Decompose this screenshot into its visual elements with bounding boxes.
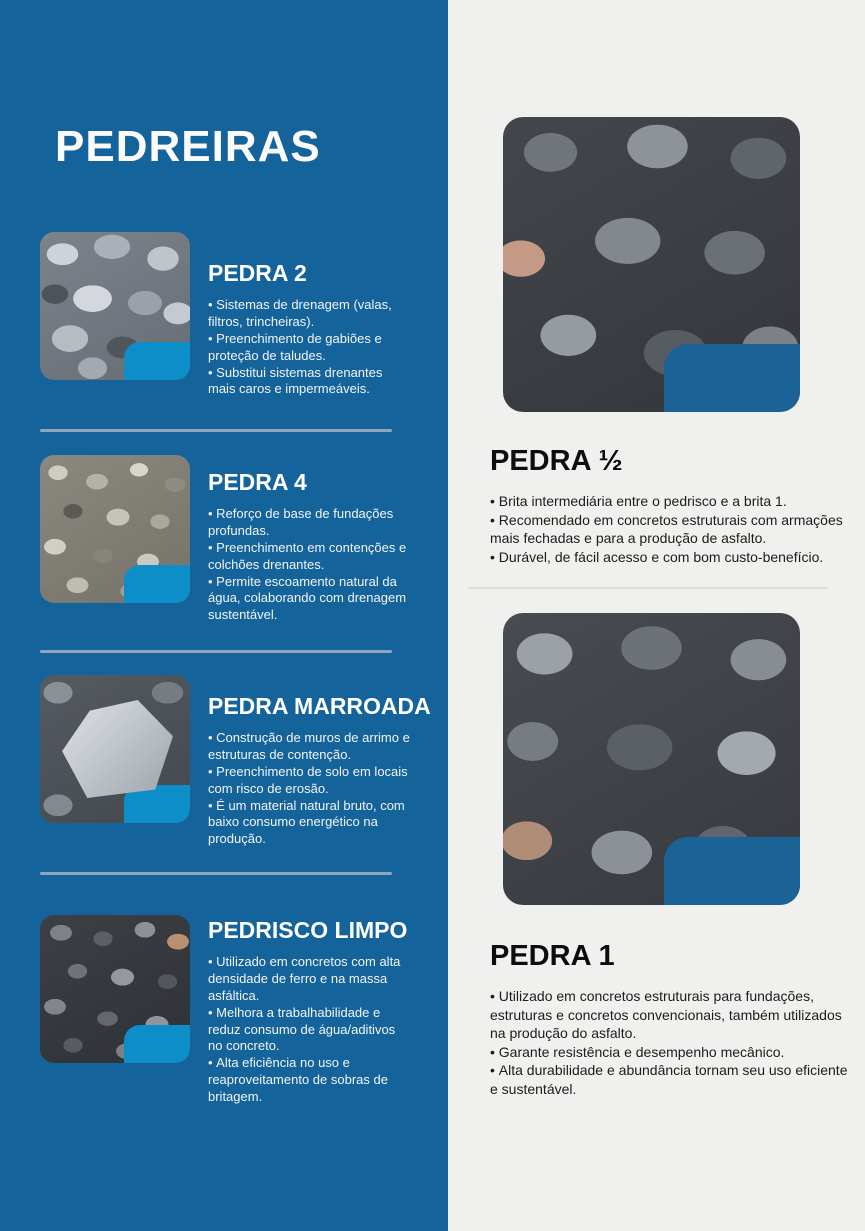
crushed-stone-photo xyxy=(40,455,190,603)
product-title: PEDRA ½ xyxy=(490,445,623,477)
bullet-item: • Preenchimento em contenções e colchões drenantes. xyxy=(208,540,412,574)
corner-accent-shape xyxy=(124,1025,190,1063)
bullet-list xyxy=(208,506,412,624)
boulder-stone-photo xyxy=(40,675,190,823)
product-title: PEDRISCO LIMPO xyxy=(208,917,408,943)
bullet-list xyxy=(208,954,412,1106)
bullet-item: • Alta eficiência no uso e reaproveitamento de sobras de britagem. xyxy=(208,1055,412,1106)
bullet-list xyxy=(208,730,412,848)
bullet-list xyxy=(490,987,850,1099)
crushed-stone-photo xyxy=(40,232,190,380)
product-text xyxy=(208,232,412,398)
corner-accent-shape xyxy=(664,344,800,412)
bullet-item: • Brita intermediária entre o pedrisco e a brita 1. xyxy=(490,492,850,511)
bullet-item: • Reforço de base de fundações profundas. xyxy=(208,506,412,540)
product-title: PEDRA 4 xyxy=(208,469,307,495)
product-text xyxy=(490,445,850,566)
bullet-item: • Utilizado em concretos estruturais para fundações, estruturas e concretos convencionais, também utilizados na produção do asfalto. xyxy=(490,987,850,1043)
product-text xyxy=(208,675,431,848)
product-title: PEDRA 1 xyxy=(490,940,615,972)
bullet-item: • Utilizado em concretos com alta densidade de ferro e na massa asfáltica. xyxy=(208,954,412,1005)
page-title: PEDREIRAS xyxy=(55,122,321,171)
bullet-item: • Sistemas de drenagem (valas, filtros, trincheiras). xyxy=(208,297,412,331)
product-text xyxy=(208,455,412,624)
section-divider xyxy=(40,429,392,432)
bullet-item: • É um material natural bruto, com baixo consumo energético na produção. xyxy=(208,798,412,849)
bullet-item: • Preenchimento de solo em locais com risco de erosão. xyxy=(208,764,412,798)
product-title: PEDRA 2 xyxy=(208,260,307,286)
bullet-item: • Permite escoamento natural da água, colaborando com drenagem sustentável. xyxy=(208,574,412,625)
right-panel xyxy=(448,0,865,1231)
bullet-item: • Garante resistência e desempenho mecânico. xyxy=(490,1043,850,1062)
corner-accent-shape xyxy=(124,785,190,823)
section-divider xyxy=(40,872,392,875)
bullet-list xyxy=(490,492,850,566)
bullet-item: • Recomendado em concretos estruturais com armações mais fechadas e para a produção de asfalto. xyxy=(490,511,850,548)
corner-accent-shape xyxy=(124,565,190,603)
product-text xyxy=(490,940,850,1099)
bullet-list xyxy=(208,297,412,398)
product-title: PEDRA MARROADA xyxy=(208,693,431,719)
bullet-item: • Substitui sistemas drenantes mais caros e impermeáveis. xyxy=(208,365,412,399)
bullet-item: • Melhora a trabalhabilidade e reduz consumo de água/aditivos no concreto. xyxy=(208,1005,412,1056)
bullet-item: • Alta durabilidade e abundância tornam seu uso eficiente e sustentável. xyxy=(490,1061,850,1098)
bullet-item: • Durável, de fácil acesso e com bom custo-benefício. xyxy=(490,548,850,567)
section-divider xyxy=(40,650,392,653)
dark-gravel-photo xyxy=(40,915,190,1063)
corner-accent-shape xyxy=(124,342,190,380)
dark-gravel-photo xyxy=(503,117,800,412)
section-divider xyxy=(468,587,828,589)
dark-gravel-photo xyxy=(503,613,800,905)
corner-accent-shape xyxy=(664,837,800,905)
bullet-item: • Construção de muros de arrimo e estruturas de contenção. xyxy=(208,730,412,764)
bullet-item: • Preenchimento de gabiões e proteção de taludes. xyxy=(208,331,412,365)
product-text xyxy=(208,915,412,1106)
